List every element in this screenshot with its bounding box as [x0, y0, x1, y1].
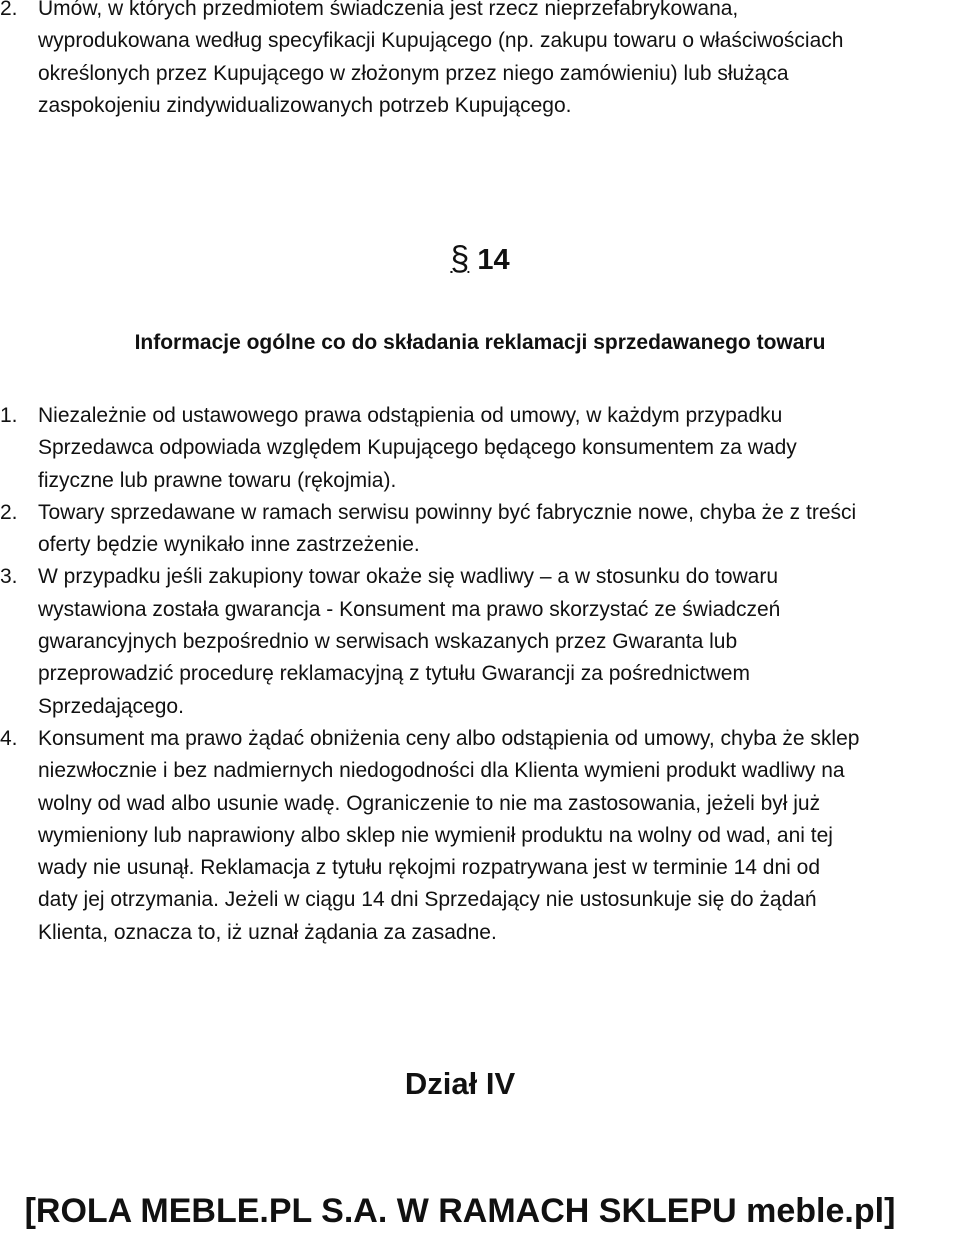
list-item: [0, 0, 960, 122]
list-item-line: gwarancyjnych bezpośrednio w serwisach wskazanych przez Gwaranta lub: [38, 630, 738, 654]
section-number: 14: [477, 244, 510, 276]
list-item-line: Sprzedawca odpowiada względem Kupującego będącego konsumentem za wady: [38, 436, 797, 460]
list-item-line: Konsument ma prawo żądać obniżenia ceny albo odstąpienia od umowy, chyba że sklep: [38, 726, 860, 750]
list-item-line: oferty będzie wynikało inne zastrzeżenie.: [38, 533, 420, 557]
list-item-line: Klienta, oznacza to, iż uznał żądania za zasadne.: [38, 920, 497, 944]
list-item-line: Towary sprzedawane w ramach serwisu powinny być fabrycznie nowe, chyba że z treści: [38, 500, 857, 524]
list-item-line: W przypadku jeśli zakupiony towar okaże się wadliwy – a w stosunku do towaru: [38, 565, 779, 589]
list-item-line: wystawiona została gwarancja - Konsument ma prawo skorzystać ze świadczeń: [38, 597, 781, 621]
list-item-line: przeprowadzić procedurę reklamacyjną z tytułu Gwarancji za pośrednictwem: [38, 662, 750, 686]
list-item-number: 2.: [0, 0, 18, 20]
list-item-line: wolny od wad albo usunie wadę. Ograniczenie to nie ma zastosowania, jeżeli był już: [38, 791, 821, 815]
list-item-line: fizyczne lub prawne towaru (rękojmia).: [38, 468, 397, 492]
list-item-line: wady nie usunął. Reklamacja z tytułu rękojmi rozpatrywana jest w terminie 14 dni od: [38, 856, 821, 880]
list-item-number: 4.: [0, 726, 18, 750]
list-item-line: Niezależnie od ustawowego prawa odstąpienia od umowy, w każdym przypadku: [38, 404, 783, 427]
list-item-line: Umów, w których przedmiotem świadczenia jest rzecz nieprzefabrykowana,: [38, 0, 739, 20]
list-item-line: zaspokojeniu zindywidualizowanych potrzeb Kupującego.: [38, 93, 572, 117]
list-item-number: 3.: [0, 565, 18, 589]
list-item-line: niezwłocznie i bez nadmiernych niedogodności dla Klienta wymieni produkt wadliwy na: [38, 759, 845, 783]
list-item-line: wyprodukowana według specyfikacji Kupującego (np. zakupu towaru o właściwościach: [38, 29, 844, 53]
section-title: Informacje ogólne co do składania reklamacji sprzedawanego towaru: [134, 331, 826, 354]
list-item-line: daty jej otrzymania. Jeżeli w ciągu 14 dni Sprzedający nie ustosunkuje się do żądań: [38, 888, 817, 912]
list-item: [0, 561, 960, 722]
list-item-line: Sprzedającego.: [38, 694, 184, 718]
chapter-subtitle: [ROLA MEBLE.PL S.A. W RAMACH SKLEPU meble.pl]: [24, 1192, 896, 1230]
section-symbol: §: [450, 240, 470, 278]
chapter-title: Dział IV: [404, 1066, 516, 1101]
list-item-line: określonych przez Kupującego w złożonym przez niego zamówieniu) lub służąca: [38, 61, 789, 85]
list-item-number: 2.: [0, 500, 18, 524]
list-item: [0, 400, 960, 497]
list-item-line: wymieniony lub naprawiony albo sklep nie wymienił produktu na wolny od wad, ani tej: [38, 823, 833, 847]
list-item: [0, 497, 960, 562]
intro-list: [0, 0, 960, 122]
complaints-list: [0, 400, 960, 949]
list-item-number: 1.: [0, 404, 18, 427]
list-item: [0, 723, 960, 949]
section-heading: [0, 235, 960, 284]
